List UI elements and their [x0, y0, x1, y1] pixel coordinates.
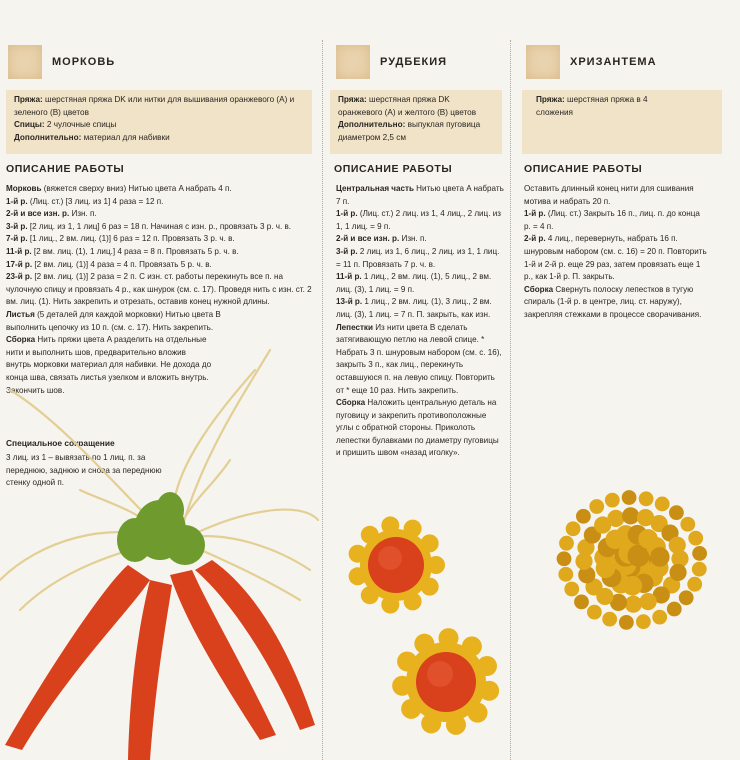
column-divider [322, 40, 323, 760]
carrot-illustration [0, 340, 320, 760]
rudbeckia-instructions [336, 183, 504, 460]
instruction-line: Сборка Наложить центральную деталь на пуговицу и закрепить противоположные углы с обратной стороны. Приколоть лепестки булавками по диаметру пуговицы и пришить швом «назад иголку». [336, 398, 499, 458]
instruction-line: Сборка Свернуть полоску лепестков в тугую спираль (1-й р. в центре, лиц. ст. наружу), закрепляя стежками в процессе сворачивания. [524, 284, 702, 319]
chrysanthemum-header [526, 44, 657, 80]
rudbeckia-title: РУДБЕКИЯ [380, 56, 448, 68]
instruction-line: Лепестки Из нити цвета B сделать затягивающую петлю на левой спице. * Набрать 3 п. шнуровым набором (см. с. 16), закрыть 3 п., как лиц., перекинуть оставшуюся п. на левую спицу. Повторить от * еще 10 раз. Нить закрепить. [336, 322, 502, 395]
instruction-line: 1-й р. (Лиц. ст.) Закрыть 16 п., лиц. п. до конца р. = 4 п. [524, 209, 700, 231]
carrot-leaves [117, 492, 205, 565]
instruction-line: Оставить длинный конец нити для сшивания мотива и набрать 20 п. [524, 184, 694, 206]
instruction-line: 1-й р. (Лиц. ст.) 2 лиц. из 1, 4 лиц., 2 лиц. из 1, 1 лиц. = 9 п. [336, 209, 501, 231]
instruction-line: 13-й р. 1 лиц., 2 вм. лиц. (1), 3 лиц., 2 вм. лиц. (3), 1 лиц. = 7 п. П. закрыть, как изн. [336, 297, 492, 319]
materials-line: Пряжа: шерстяная пряжа в 4 сложения [536, 95, 648, 117]
chrysanthemum-column [514, 0, 740, 760]
carrot-column [0, 0, 318, 760]
rudbeckia-section-title: ОПИСАНИЕ РАБОТЫ [334, 163, 453, 175]
carrot-section-title: ОПИСАНИЕ РАБОТЫ [6, 163, 125, 175]
materials-line: Дополнительно: материал для набивки [14, 132, 170, 142]
rudbeckia-materials [330, 90, 502, 154]
instruction-line: 2-й р. 4 лиц., перевернуть, набрать 16 п. шнуровым набором (см. с. 16) = 20 п. Повторить 1-й и 2-й р. еще 29 раз, затем провязать еще 1 р., как 1-й р. П. закрыть. [524, 234, 707, 282]
chrysanthemum-illustration [514, 460, 740, 660]
instruction-line: Листья (5 деталей для каждой морковки) Нитью цвета B выполнить цепочку из 10 п. (см. с. 17). Нить закрепить. [6, 309, 221, 332]
instruction-line: 2-й и все изн. р. Изн. п. [6, 209, 97, 219]
special-abbrev-text: 3 лиц. из 1 – вывязать по 1 лиц. п. за переднюю, заднюю и снова за переднюю стенку одной п. [6, 453, 162, 488]
carrot-header [8, 44, 115, 80]
instruction-line: 11-й р. [2 вм. лиц. (1), 1 лиц.] 4 раза = 8 п. Провязать 5 р. ч. в. [6, 246, 239, 256]
header-swatch [8, 45, 42, 79]
instruction-line: 7-й р. [1 лиц., 2 вм. лиц. (1)] 6 раз = 12 п. Провязать 3 р. ч. в. [6, 234, 235, 244]
raffia-strands [0, 350, 318, 610]
instruction-line: 17-й р. [2 вм. лиц. (1)] 4 раза = 4 п. Провязать 5 р. ч. в. [6, 259, 212, 269]
chrysanthemum-title: ХРИЗАНТЕМА [570, 56, 657, 68]
header-swatch [336, 45, 370, 79]
chrysanthemum-flower [557, 490, 707, 630]
special-abbrev-title: Специальное сокращение [6, 438, 115, 448]
carrots [5, 560, 315, 760]
chrysanthemum-instructions [524, 183, 708, 322]
instruction-line: 2-й и все изн. р. Изн. п. [336, 234, 427, 244]
materials-line: Спицы: 2 чулочные спицы [14, 120, 117, 129]
chrysanthemum-section-title: ОПИСАНИЕ РАБОТЫ [524, 163, 643, 175]
instruction-line: 11-й р. 1 лиц., 2 вм. лиц. (1), 5 лиц., 2 вм. лиц. (3), 1 лиц. = 9 п. [336, 272, 492, 294]
rudbeckia-flower-top [349, 516, 445, 613]
carrot-title: МОРКОВЬ [52, 56, 116, 68]
rudbeckia-flower-bottom [406, 642, 486, 722]
rudbeckia-column [324, 0, 506, 760]
rudbeckia-illustration [324, 500, 506, 760]
materials-line: Пряжа: шерстяная пряжа DK или нитки для вышивания оранжевого (A) и зеленого (B) цветов [14, 95, 295, 117]
instruction-line: Центральная часть Нитью цвета A набрать 7 п. [336, 184, 504, 206]
instruction-line: Морковь (вяжется сверху вниз) Нитью цвета A набрать 4 п. [6, 184, 232, 193]
instruction-line: 1-й р. (Лиц. ст.) [3 лиц. из 1] 4 раза = 12 п. [6, 196, 164, 206]
rudbeckia-header [336, 44, 447, 80]
materials-line: Пряжа: шерстяная пряжа DK оранжевого (A) и желтого (B) цветов [338, 95, 477, 117]
instruction-line: Сборка Нить пряжи цвета A разделить на отдельные нити и выполнить шов, предварительно вложив внутрь морковки материал для набивки. Не дохода до конца шва, связать листья узелком и вложить внутрь. Закончить шов. [6, 335, 212, 395]
chrysanthemum-materials [522, 90, 722, 154]
instruction-line: 3-й р. 2 лиц. из 1, 6 лиц., 2 лиц. из 1, 1 лиц. = 11 п. Провязать 7 р. ч. в. [336, 246, 500, 269]
instruction-line: 3-й р. [2 лиц. из 1, 1 лиц] 6 раз = 18 п. Начиная с изн. р., провязать 3 р. ч. в. [6, 221, 292, 231]
header-swatch [526, 45, 560, 79]
instruction-line: 23-й р. [2 вм. лиц. (1)] 2 раза = 2 п. С изн. ст. работы перекинуть все п. на чулочную спицу и провязать 4 р., как шнурок (см. с. 17). Проведя нить с изн. ст. 2 вм. лиц. (1). Нить закрепить и отрезать, оставив конец нужной длины. [6, 272, 312, 307]
carrot-materials [6, 90, 312, 154]
column-divider [510, 40, 511, 760]
materials-line: Дополнительно: выпуклая пуговица диаметром 2,5 см [338, 120, 481, 142]
